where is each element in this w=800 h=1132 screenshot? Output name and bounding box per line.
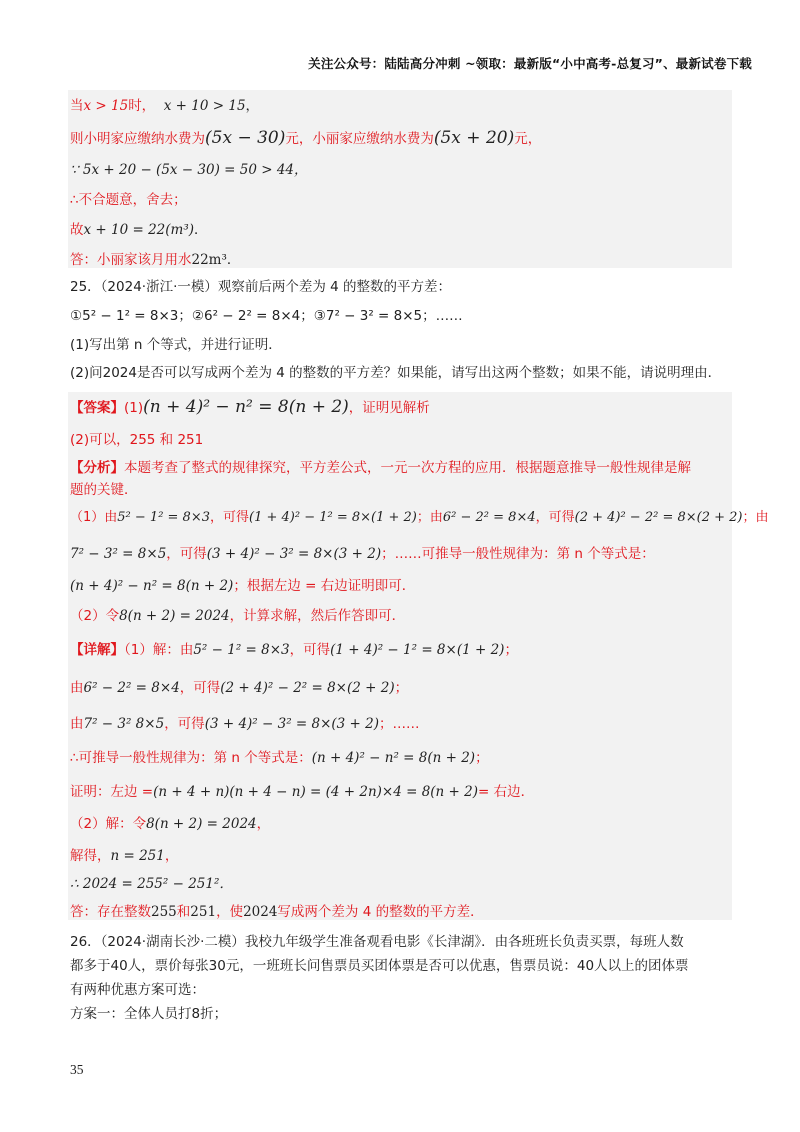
q25-detail-6: （2）解：令8(n + 2) = 2024， [70,816,271,832]
q25-part2: (2)问2024是否可以写成两个差为 4 的整数的平方差？如果能，请写出这两个整数；如果不能，请说明理由． [70,365,722,381]
q24-line-4: ∴不合题意，舍去； [70,192,187,208]
q26-line-3: 有两种优惠方案可选： [70,982,205,998]
q24-line-6: 答：小丽家该月用水22m³． [70,252,241,268]
q25-detail-4: ∴可推导一般性规律为：第 n 个等式是：(n + 4)² − n² = 8(n + 2)； [70,750,489,766]
q25-analysis-p4: （2）令8(n + 2) = 2024，计算求解，然后作答即可． [70,608,406,624]
q26-line-2: 都多于40人，票价每张30元，一班班长问售票员买团体票是否可以优惠，售票员说：40人以上的团体票 [70,958,689,974]
q25-analysis-p1: （1）由5² − 1² = 8×3，可得(1 + 4)² − 1² = 8×(1 + 2)；由6² − 2² = 8×4，可得(2 + 4)² − 2² = 8×(2 + 2)；由 [70,510,769,525]
q25-answer-2: (2)可以，255 和 251 [70,432,204,448]
q25-detail-5: 证明：左边 =(n + 4 + n)(n + 4 − n) = (4 + 2n)×4 = 8(n + 2)= 右边． [70,784,535,800]
q25-part1: (1)写出第 n 个等式，并进行证明． [70,337,282,353]
q24-line-3: ∵ 5x + 20 − (5x − 30) = 50 > 44， [70,162,308,178]
q25-detail-7: 解得，n = 251， [70,848,179,864]
q25-examples: ①5² − 1² = 8×3；②6² − 2² = 8×4；③7² − 3² = 8×5；…… [70,308,463,324]
q25-detail-8: ∴ 2024 = 255² − 251²． [70,876,233,892]
q24-line-1: 当x > 15时， x + 10 > 15， [70,98,260,114]
q26-line-4: 方案一：全体人员打8折； [70,1006,228,1022]
q25-analysis-2: 题的关键． [70,482,138,498]
q25-analysis-p2: 7² − 3² = 8×5，可得(3 + 4)² − 3² = 8×(3 + 2)；……可推导一般性规律为：第 n 个等式是： [70,546,655,562]
q25-detail-3: 由7² − 3² 8×5，可得(3 + 4)² − 3² = 8×(3 + 2)；…… [70,716,420,732]
q25-detail-1: 【详解】（1）解：由5² − 1² = 8×3，可得(1 + 4)² − 1² = 8×(1 + 2)； [70,642,518,658]
q25-analysis-1: 【分析】本题考查了整式的规律探究，平方差公式，一元一次方程的应用．根据题意推导一般性规律是解 [70,460,691,476]
page-header: 关注公众号：陆陆高分冲刺 ~领取：最新版“小中高考-总复习”、最新试卷下载 [308,56,752,71]
page-number: 35 [70,1062,84,1077]
q24-line-2: 则小明家应缴纳水费为(5x − 30)元，小丽家应缴纳水费为(5x + 20)元， [70,128,542,148]
q25-detail-2: 由6² − 2² = 8×4，可得(2 + 4)² − 2² = 8×(2 + 2)； [70,680,409,696]
q25-answer-1: 【答案】(1)(n + 4)² − n² = 8(n + 2)，证明见解析 [70,397,430,417]
q25-detail-9: 答：存在整数255和251，使2024写成两个差为 4 的整数的平方差． [70,904,484,920]
q25-title: 25．（2024·浙江·一模）观察前后两个差为 4 的整数的平方差： [70,279,452,295]
q24-line-5: 故x + 10 = 22(m³)． [70,222,208,238]
q26-line-1: 26．（2024·湖南长沙·二模）我校九年级学生准备观看电影《长津湖》．由各班班长负责买票，每班人数 [70,934,684,950]
q25-analysis-p3: (n + 4)² − n² = 8(n + 2)；根据左边 = 右边证明即可． [70,578,416,594]
